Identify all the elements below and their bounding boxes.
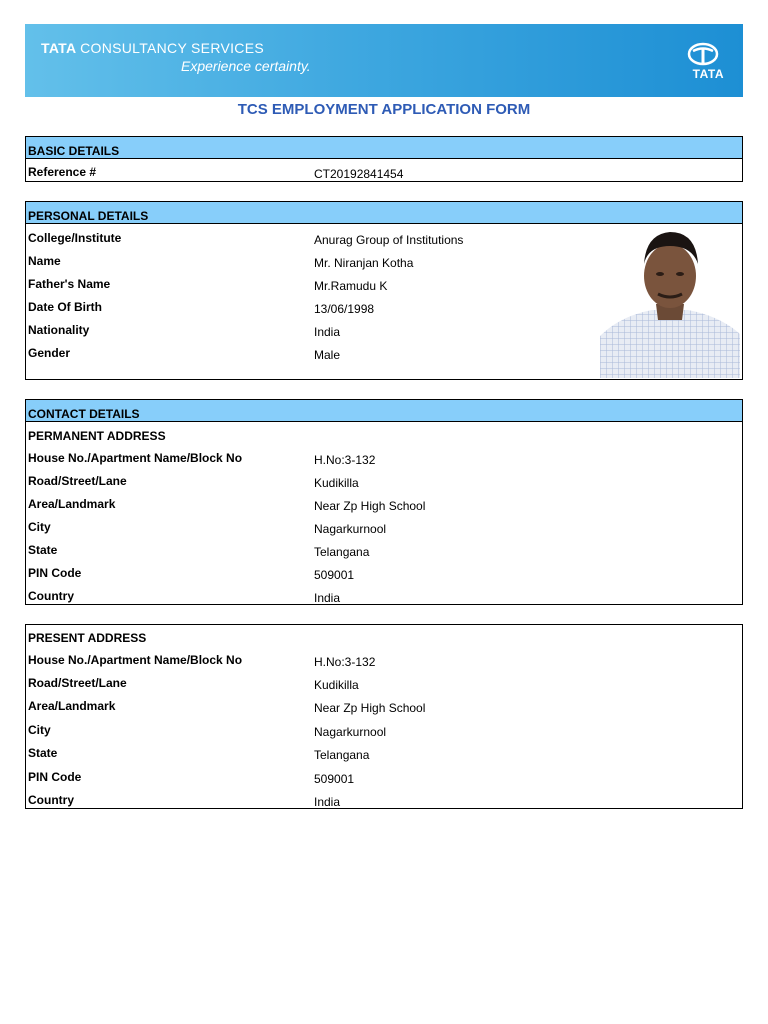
dob-label: Date Of Birth <box>28 300 103 314</box>
tata-logo-text: TATA <box>692 67 724 81</box>
table-row <box>26 676 742 696</box>
perm-house-label: House No./Apartment Name/Block No <box>28 451 243 465</box>
perm-city-value: Nagarkurnool <box>314 522 387 536</box>
permanent-address-title: PERMANENT ADDRESS <box>28 429 166 443</box>
pres-house-label: House No./Apartment Name/Block No <box>28 653 243 667</box>
personal-details-section <box>25 201 743 380</box>
contact-details-header: CONTACT DETAILS <box>26 400 742 422</box>
father-name-label: Father's Name <box>28 277 111 291</box>
pres-city-value: Nagarkurnool <box>314 725 387 739</box>
nationality-value: India <box>314 325 341 339</box>
name-value: Mr. Niranjan Kotha <box>314 256 414 270</box>
pres-street-value: Kudikilla <box>314 678 359 692</box>
table-row <box>26 653 742 673</box>
reference-value: CT20192841454 <box>314 167 404 181</box>
perm-pin-label: PIN Code <box>28 566 82 580</box>
basic-details-header: BASIC DETAILS <box>26 137 742 159</box>
table-row <box>26 723 742 743</box>
table-row <box>26 770 742 790</box>
gender-value: Male <box>314 348 341 362</box>
reference-label: Reference # <box>28 165 97 179</box>
father-name-value: Mr.Ramudu K <box>314 279 388 293</box>
form-title: TCS EMPLOYMENT APPLICATION FORM <box>237 101 531 118</box>
table-row <box>26 793 742 813</box>
tcs-banner <box>25 24 743 97</box>
college-label: College/Institute <box>28 231 122 245</box>
pres-house-value: H.No:3-132 <box>314 655 376 669</box>
table-row <box>26 165 742 185</box>
pres-area-label: Area/Landmark <box>28 699 116 713</box>
table-row <box>26 566 742 586</box>
pres-pin-value: 509001 <box>314 772 355 786</box>
contact-details-section <box>25 399 743 605</box>
perm-area-label: Area/Landmark <box>28 497 116 511</box>
perm-country-value: India <box>314 591 341 605</box>
table-row <box>26 474 742 494</box>
applicant-photo <box>600 224 740 378</box>
table-row <box>26 520 742 540</box>
table-row <box>26 543 742 563</box>
table-row <box>26 746 742 766</box>
table-row <box>26 699 742 719</box>
perm-city-label: City <box>28 520 51 534</box>
pres-city-label: City <box>28 723 51 737</box>
table-row <box>26 451 742 471</box>
present-address-title: PRESENT ADDRESS <box>28 631 147 645</box>
table-row <box>26 497 742 517</box>
pres-pin-label: PIN Code <box>28 770 82 784</box>
perm-state-value: Telangana <box>314 545 370 559</box>
brand-rest: CONSULTANCY SERVICES <box>80 40 264 56</box>
pres-country-label: Country <box>28 793 74 807</box>
dob-value: 13/06/1998 <box>314 302 375 316</box>
perm-state-label: State <box>28 543 58 557</box>
perm-house-value: H.No:3-132 <box>314 453 376 467</box>
pres-country-value: India <box>314 795 341 809</box>
pres-area-value: Near Zp High School <box>314 701 426 715</box>
name-label: Name <box>28 254 61 268</box>
perm-area-value: Near Zp High School <box>314 499 426 513</box>
present-address-section <box>25 624 743 809</box>
nationality-label: Nationality <box>28 323 90 337</box>
perm-country-label: Country <box>28 589 74 603</box>
perm-street-value: Kudikilla <box>314 476 359 490</box>
college-value: Anurag Group of Institutions <box>314 233 464 247</box>
perm-pin-value: 509001 <box>314 568 355 582</box>
gender-label: Gender <box>28 346 71 360</box>
perm-street-label: Road/Street/Lane <box>28 474 127 488</box>
pres-street-label: Road/Street/Lane <box>28 676 127 690</box>
table-row <box>26 589 742 609</box>
basic-details-section <box>25 136 743 182</box>
brand-bold: TATA <box>41 40 76 56</box>
brand-name <box>41 40 264 56</box>
personal-details-header: PERSONAL DETAILS <box>26 202 742 224</box>
pres-state-label: State <box>28 746 58 760</box>
pres-state-value: Telangana <box>314 748 370 762</box>
brand-tagline: Experience certainty. <box>181 58 311 74</box>
